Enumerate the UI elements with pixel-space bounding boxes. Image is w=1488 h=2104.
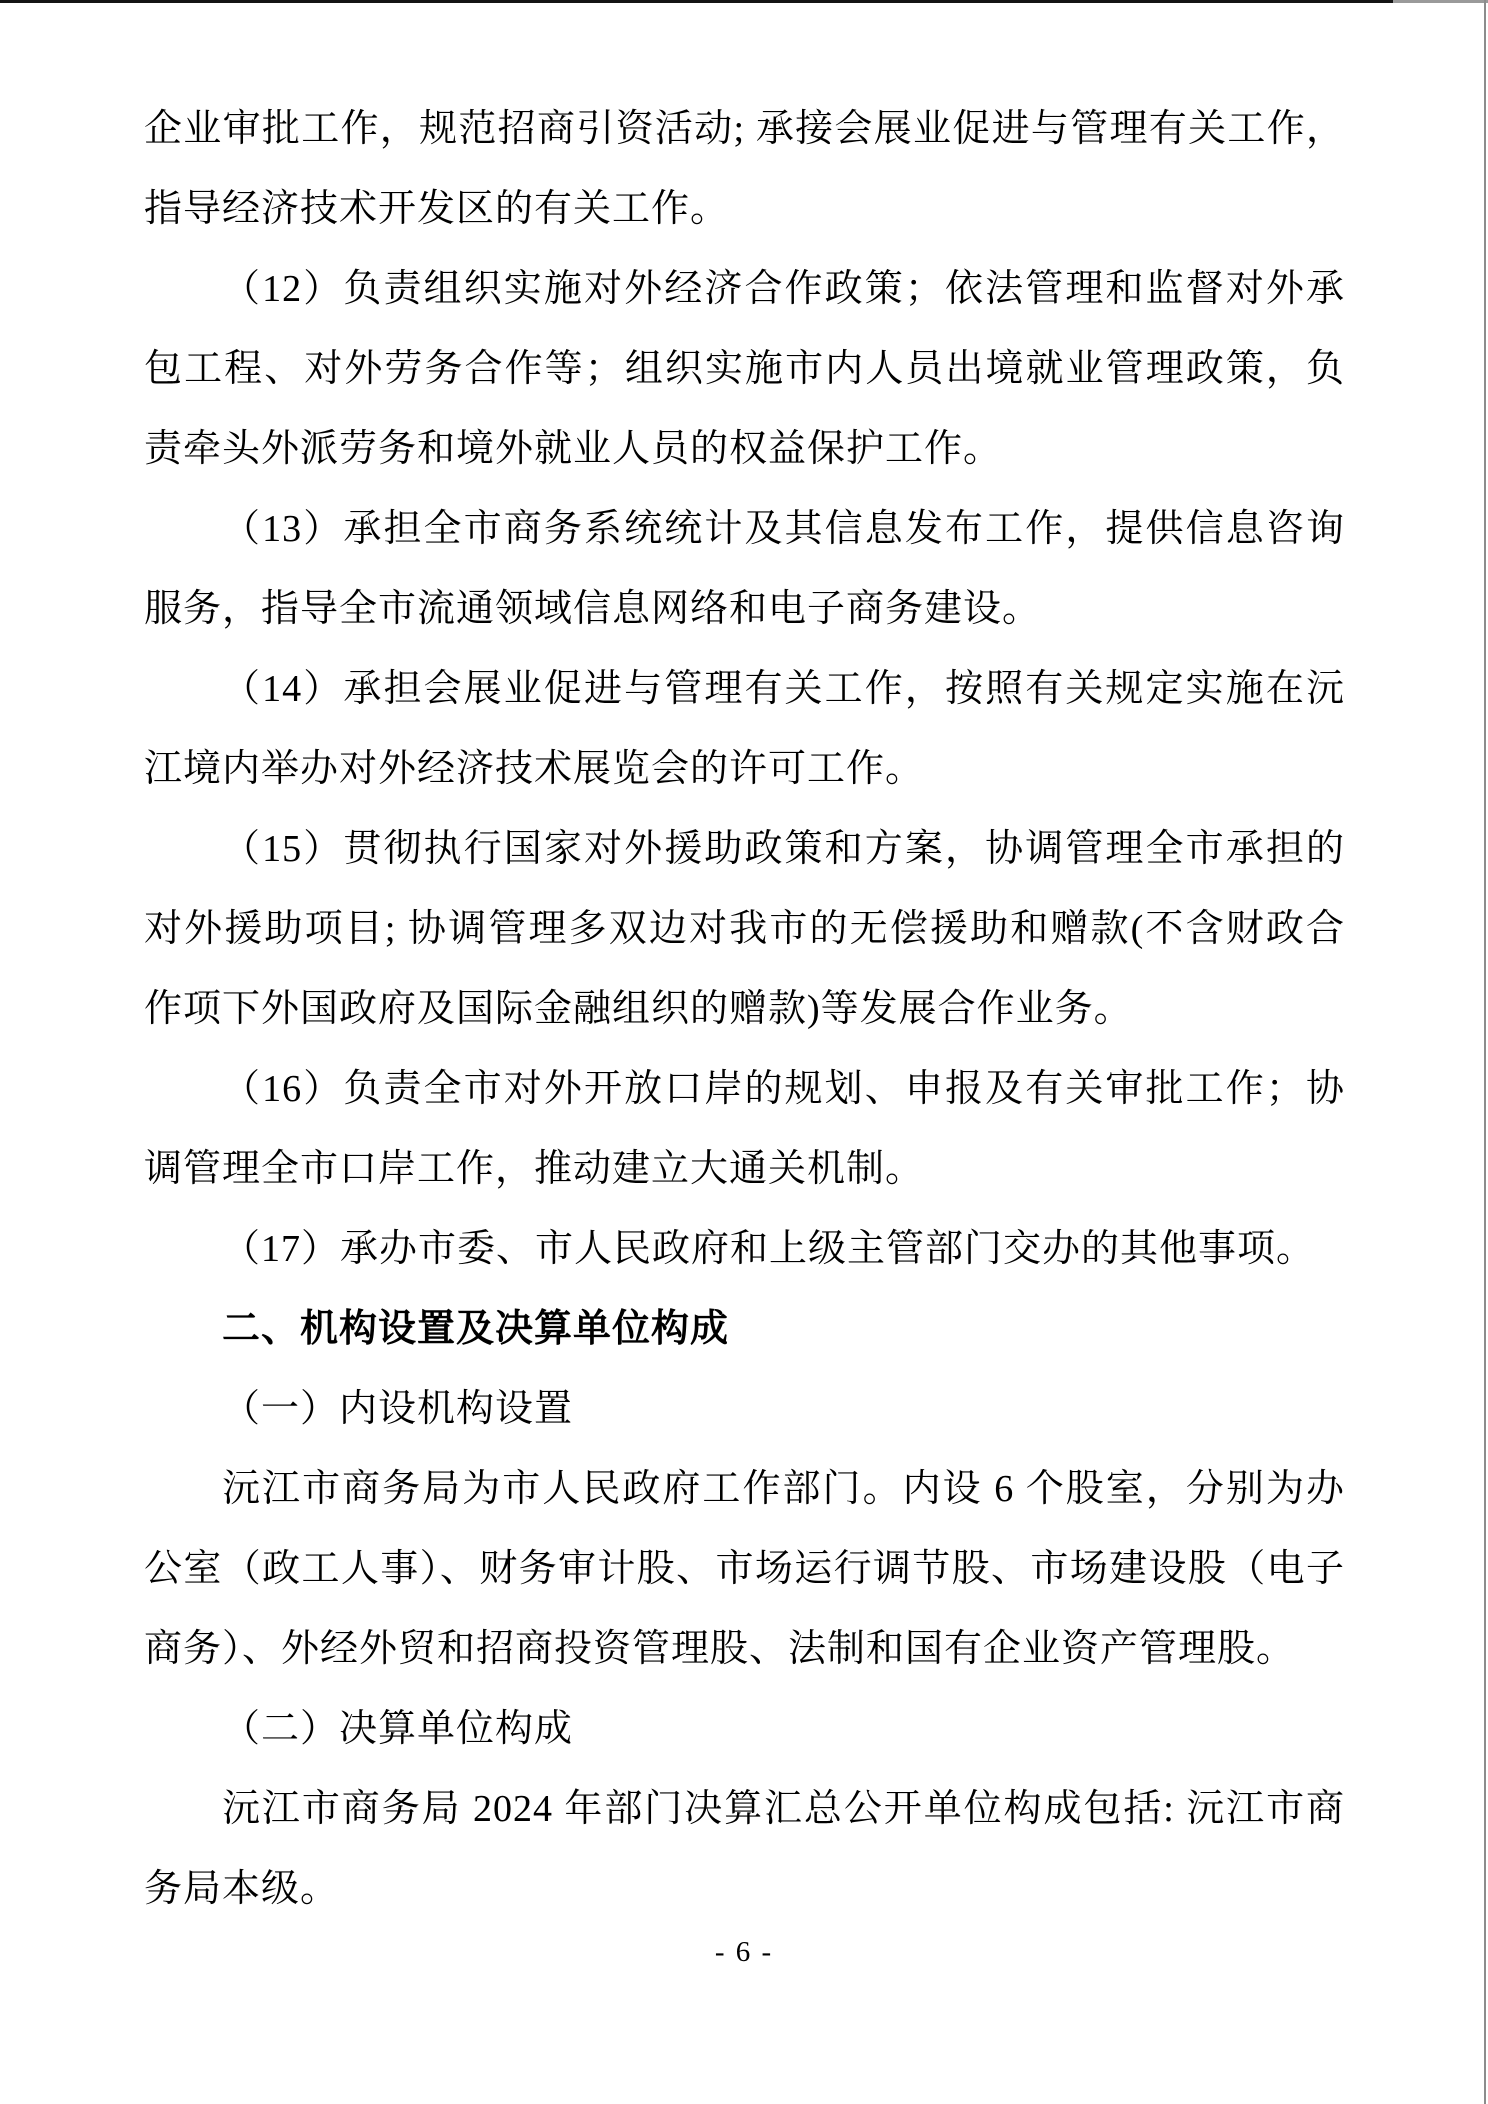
paragraph-item-16: （16）负责全市对外开放口岸的规划、申报及有关审批工作；协调管理全市口岸工作，推动建立大通关机制。 [144, 1068, 1345, 1190]
body-paragraph-unit-composition: 沅江市商务局 2024 年部门决算汇总公开单位构成包括: 沅江市商务局本级。 [144, 1788, 1345, 1910]
subsection-heading-1: （一）内设机构设置 [222, 1388, 574, 1430]
subsection-heading-2: （二）决算单位构成 [222, 1708, 574, 1750]
document-body [144, 89, 1345, 1929]
paragraph-item-14: （14）承担会展业促进与管理有关工作，按照有关规定实施在沅江境内举办对外经济技术展览会的许可工作。 [144, 668, 1345, 790]
paragraph-item-13: （13）承担全市商务系统统计及其信息发布工作，提供信息咨询服务，指导全市流通领域信息网络和电子商务建设。 [144, 508, 1345, 630]
page-top-edge-rule [0, 0, 1488, 3]
body-paragraph-internal-organs: 沅江市商务局为市人民政府工作部门。内设 6 个股室，分别为办公室（政工人事）、财务审计股、市场运行调节股、市场建设股（电子商务）、外经外贸和招商投资管理股、法制和国有企业资产管理股。 [144, 1468, 1345, 1670]
paragraph-item-12: （12）负责组织实施对外经济合作政策；依法管理和监督对外承包工程、对外劳务合作等；组织实施市内人员出境就业管理政策，负责牵头外派劳务和境外就业人员的权益保护工作。 [144, 268, 1345, 470]
paragraph-item-15: （15）贯彻执行国家对外援助政策和方案，协调管理全市承担的对外援助项目; 协调管理多双边对我市的无偿援助和赠款(不含财政合作项下外国政府及国际金融组织的赠款)等发展合作业务。 [144, 828, 1345, 1030]
section-heading-2: 二、机构设置及决算单位构成 [222, 1308, 730, 1350]
page-number: - 6 - [714, 1936, 774, 1968]
paragraph-continuation: 企业审批工作，规范招商引资活动; 承接会展业促进与管理有关工作，指导经济技术开发区的有关工作。 [144, 108, 1345, 230]
paragraph-item-17: （17）承办市委、市人民政府和上级主管部门交办的其他事项。 [222, 1228, 1316, 1270]
page-right-edge-rule [1484, 0, 1486, 2104]
